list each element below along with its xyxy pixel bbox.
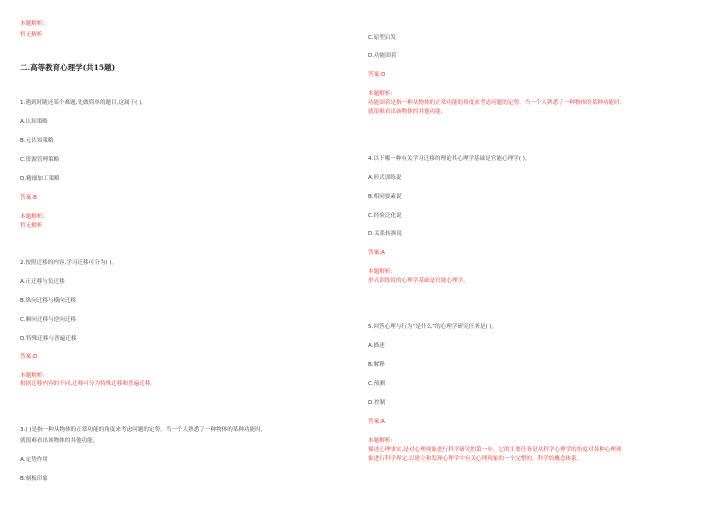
- analysis-label: 本题解析:: [20, 373, 45, 379]
- option-c: C.预测: [368, 381, 385, 387]
- analysis-text: 暂无解析: [20, 223, 43, 229]
- option-d: D.关系转换说: [368, 231, 403, 237]
- analysis-text-continued: 就很难看出该物体的其他功能。: [368, 109, 447, 115]
- analysis-text-continued: 象进行科学界定,以建立和发现心理学中有关心理现象的一个完整的、科学的概念体系。: [368, 456, 583, 462]
- option-a: A.认知策略: [20, 119, 48, 125]
- question-stem: 3.( )是指一种从物体的正常功能的角度来考虑问题的定势。当一个人熟悉了一种物体的某种功能时,: [20, 427, 263, 433]
- option-c: C.经验泛化说: [368, 213, 402, 219]
- analysis-text: 暂无解析: [20, 32, 43, 38]
- analysis-text: 描述心理事实,是对心理现象进行科学研究的第一步。它的主要任务是从科学心理学的角度对各种心理现: [368, 447, 622, 453]
- question-stem: 1.遇到时随还某个难题,先做简单的题目,这属于( )。: [20, 100, 147, 106]
- option-a: A.定势作用: [20, 457, 48, 463]
- answer: 答案:D: [20, 354, 38, 360]
- option-c: C.资源管理策略: [20, 157, 60, 163]
- question-stem: 4.以下哪一种有关学习迁移的理论其心理学基础是官能心理学( )。: [368, 156, 531, 162]
- analysis-label: 本题解析:: [20, 21, 45, 27]
- option-a: A.描述: [368, 343, 385, 349]
- option-d: D.功能固着: [368, 53, 397, 59]
- analysis-text: 形式训练说的心理学基础是官能心理学。: [368, 278, 469, 284]
- option-c: C.原型启发: [368, 35, 397, 41]
- question-stem: 2.按照迁移的内容,学习迁移可分为( )。: [20, 260, 118, 266]
- analysis-text: 功能固着是指一种从物体的正常功能的角度来考虑问题的定势。当一个人熟悉了一种物体的某种功能时,: [368, 100, 622, 106]
- option-c: C.顺向迁移与逆向迁移: [20, 317, 77, 323]
- analysis-label: 本题解析:: [368, 438, 393, 444]
- option-d: D.特殊迁移与普遍迁移: [20, 336, 77, 342]
- option-a: A.形式训练说: [368, 175, 402, 181]
- option-d: D.控制: [368, 400, 386, 406]
- option-b: B.刻板印象: [20, 476, 48, 482]
- answer: 答案:D: [368, 72, 386, 78]
- answer: 答案:B: [20, 195, 37, 201]
- option-d: D.精细加工策略: [20, 176, 60, 182]
- option-b: B.元认知策略: [20, 138, 54, 144]
- analysis-label: 本题解析:: [368, 91, 393, 97]
- answer: 答案:A: [368, 250, 385, 256]
- analysis-text: 根据迁移内容的不同,迁移可分为特殊迁移和普遍迁移。: [20, 381, 157, 387]
- option-b: B.纵向迁移与横向迁移: [20, 298, 76, 304]
- analysis-label: 本题解析:: [368, 269, 393, 275]
- option-b: B.解释: [368, 362, 385, 368]
- answer: 答案:A: [368, 419, 385, 425]
- section-title: 二.高等教育心理学(共15题): [20, 63, 116, 72]
- analysis-label: 本题解析:: [20, 214, 45, 220]
- option-a: A.正迁移与负迁移: [20, 279, 65, 285]
- option-b: B.相同要素说: [368, 194, 402, 200]
- question-stem: 5.回答心理与行为“是什么”的心理学研究任务是( )。: [368, 324, 498, 330]
- question-stem-continued: 就很难看出该物体的其他功能。: [20, 438, 99, 444]
